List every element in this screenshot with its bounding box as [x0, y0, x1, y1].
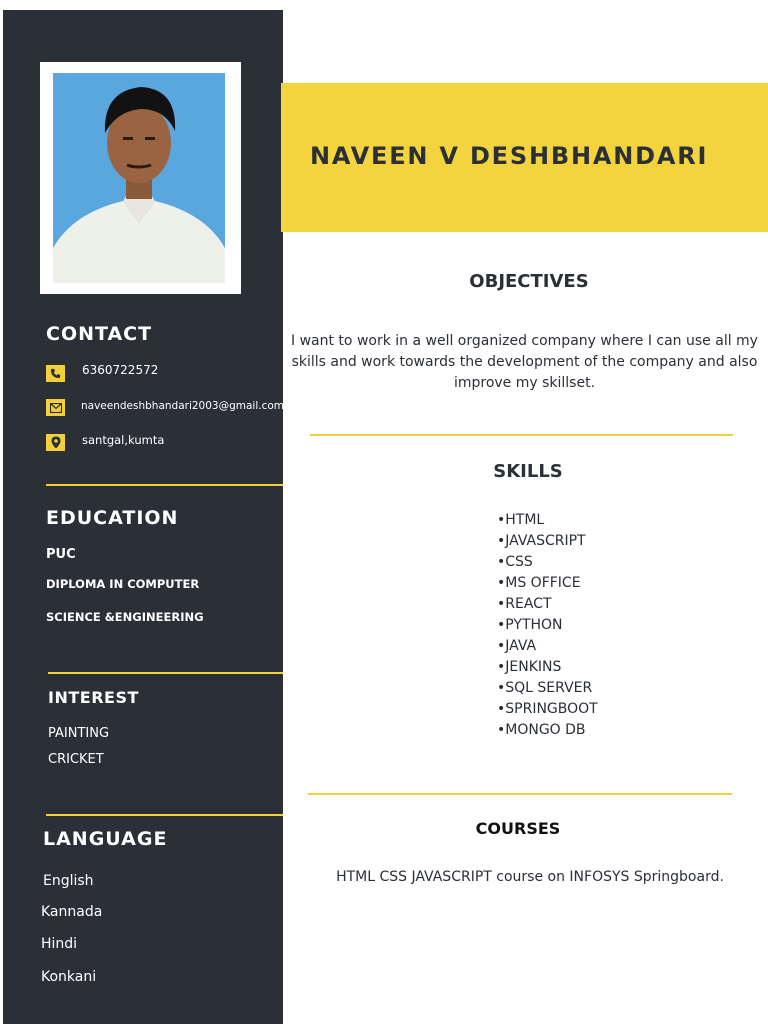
skills-heading: SKILLS	[493, 461, 563, 482]
skill-item: •MONGO DB	[497, 722, 586, 738]
contact-email: naveendeshbhandari2003@gmail.com	[81, 400, 285, 412]
skill-item: •MS OFFICE	[497, 575, 581, 591]
contact-phone: 6360722572	[82, 363, 159, 377]
contact-address: santgal,kumta	[82, 433, 165, 447]
divider	[46, 484, 283, 486]
language-heading: LANGUAGE	[43, 828, 168, 850]
skill-item: •HTML	[497, 512, 545, 528]
education-heading: EDUCATION	[46, 507, 179, 529]
skill-item: •SQL SERVER	[497, 680, 593, 696]
education-item: PUC	[46, 547, 76, 562]
skill-item: •JENKINS	[497, 659, 562, 675]
education-item: DIPLOMA IN COMPUTER	[46, 577, 200, 591]
skill-item: •JAVA	[497, 638, 537, 654]
skills-list	[497, 510, 598, 741]
skill-item: •CSS	[497, 554, 533, 570]
divider	[308, 793, 732, 795]
profile-photo-frame	[40, 62, 241, 294]
divider	[48, 672, 283, 674]
education-item: SCIENCE &ENGINEERING	[46, 610, 204, 624]
objectives-heading: OBJECTIVES	[469, 271, 589, 292]
skill-item: •PYTHON	[497, 617, 563, 633]
skill-item: •REACT	[497, 596, 552, 612]
location-icon	[46, 434, 65, 451]
language-item: Konkani	[41, 969, 97, 985]
profile-photo	[53, 73, 225, 283]
candidate-name: NAVEEN V DESHBHANDARI	[310, 142, 709, 170]
course-text: HTML CSS JAVASCRIPT course on INFOSYS Springboard.	[336, 869, 724, 885]
objective-text: I want to work in a well organized company where I can use all my skills and work towards the development of the company and also improve my skillset.	[291, 333, 758, 391]
phone-icon	[46, 365, 65, 382]
interest-item: CRICKET	[48, 752, 104, 767]
language-item: English	[43, 873, 94, 889]
interest-heading: INTEREST	[48, 688, 139, 707]
divider	[310, 434, 733, 436]
mail-icon	[46, 399, 65, 416]
contact-heading: CONTACT	[46, 323, 153, 345]
courses-heading: COURSES	[475, 819, 561, 838]
language-item: Kannada	[41, 904, 103, 920]
skill-item: •JAVASCRIPT	[497, 533, 586, 549]
skill-item: •SPRINGBOOT	[497, 701, 598, 717]
divider	[46, 814, 283, 816]
person-illustration	[53, 73, 225, 283]
language-item: Hindi	[41, 936, 78, 952]
interest-item: PAINTING	[48, 726, 110, 741]
